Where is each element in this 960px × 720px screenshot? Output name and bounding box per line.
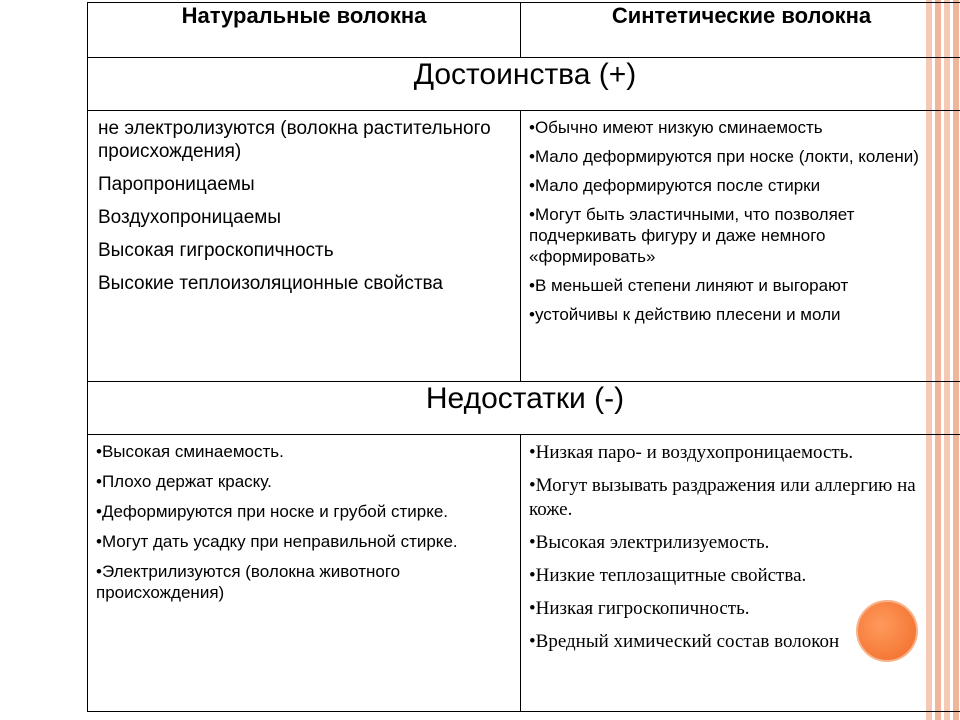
list-item: •Высокая электрилизуемость. [529,532,770,553]
fiber-comparison-table [87,2,960,712]
list-item: Воздухопроницаемы [98,207,282,228]
disadvantages-synthetic-cell [521,435,960,712]
advantages-natural-cell [88,111,521,382]
advantages-natural-list [88,111,520,295]
list-item: •Низкая гигроскопичность. [529,598,750,619]
list-item: •Низкая паро- и воздухопроницаемость. [529,442,854,463]
list-item: •Мало деформируются при носке (локти, колени) [529,147,919,166]
list-item: •Низкие теплозащитные свойства. [529,565,807,586]
list-item: не электролизуются (волокна растительного происхождения) [98,118,491,162]
advantages-synthetic-cell [521,111,960,382]
list-item: •Могут быть эластичными, что позволяет подчеркивать фигуру и даже немного «формировать» [529,205,855,266]
list-item: •Вредный химический состав волокон [529,631,840,652]
disadvantages-natural-list [88,435,520,603]
header-natural: Натуральные волокна [88,3,521,58]
list-item: •Могут вызывать раздражения или аллергию на коже. [529,475,916,520]
header-synthetic: Синтетические волокна [521,3,960,58]
list-item: •Деформируются при носке и грубой стирке. [96,502,449,521]
list-item: •Обычно имеют низкую сминаемость [529,118,823,137]
disadvantages-natural-cell [88,435,521,712]
list-item: Высокая гигроскопичность [98,240,334,261]
disadvantages-title-row [88,382,960,435]
disadvantages-synthetic-list [521,435,960,654]
list-item: •устойчивы к действию плесени и моли [529,305,841,324]
list-item: •Мало деформируются после стирки [529,176,821,195]
list-item: Высокие теплоизоляционные свойства [98,273,443,294]
list-item: •В меньшей степени линяют и выгорают [529,276,849,295]
disadvantages-title: Недостатки (-) [88,382,960,435]
list-item: •Могут дать усадку при неправильной стирке. [96,532,458,551]
advantages-title-row [88,58,960,111]
list-item: Паропроницаемы [98,174,255,195]
list-item: •Электрилизуются (волокна животного происхождения) [96,562,401,602]
advantages-title: Достоинства (+) [88,58,960,111]
advantages-synthetic-list [521,111,960,325]
disadvantages-row [88,435,960,712]
header-row [88,3,960,58]
advantages-row [88,111,960,382]
list-item: •Плохо держат краску. [96,472,272,491]
list-item: •Высокая сминаемость. [96,442,284,461]
